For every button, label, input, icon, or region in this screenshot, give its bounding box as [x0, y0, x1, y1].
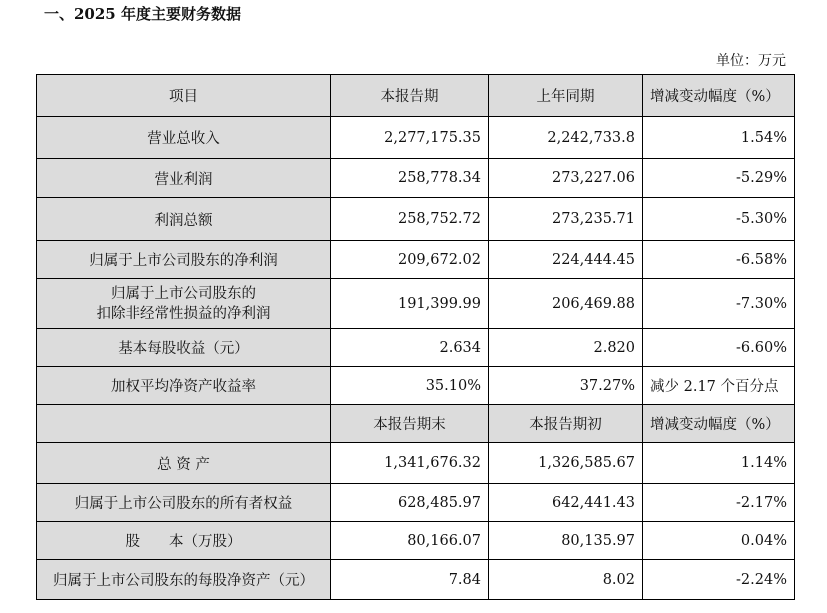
row-prior: 273,235.71	[489, 198, 643, 241]
row-change: 0.04%	[643, 522, 795, 560]
row-current: 209,672.02	[331, 241, 489, 279]
row-change: 1.54%	[643, 117, 795, 159]
row-change: -2.24%	[643, 560, 795, 600]
header2-period-end: 本报告期末	[331, 405, 489, 443]
table-row	[37, 241, 795, 279]
table-header-row-2	[37, 405, 795, 443]
row-prior: 224,444.45	[489, 241, 643, 279]
row-label: 营业总收入	[37, 117, 331, 159]
table-header-row	[37, 75, 795, 117]
row-prior: 8.02	[489, 560, 643, 600]
row-change: -5.30%	[643, 198, 795, 241]
row-change: 减少 2.17 个百分点	[643, 367, 795, 405]
row-label: 归属于上市公司股东的所有者权益	[37, 484, 331, 522]
row-label: 总 资 产	[37, 443, 331, 484]
row-prior: 2.820	[489, 329, 643, 367]
unit-label: 单位：万元	[716, 53, 786, 69]
row-label	[37, 279, 331, 329]
row-change: -6.60%	[643, 329, 795, 367]
row-label: 营业利润	[37, 159, 331, 198]
row-current: 191,399.99	[331, 279, 489, 329]
row-current: 35.10%	[331, 367, 489, 405]
row-prior: 37.27%	[489, 367, 643, 405]
row-current: 2,277,175.35	[331, 117, 489, 159]
row-prior: 273,227.06	[489, 159, 643, 198]
table-row	[37, 443, 795, 484]
row-label: 利润总额	[37, 198, 331, 241]
table-row	[37, 367, 795, 405]
header-prior-period: 上年同期	[489, 75, 643, 117]
row-change: 1.14%	[643, 443, 795, 484]
row-current: 1,341,676.32	[331, 443, 489, 484]
header2-period-start: 本报告期初	[489, 405, 643, 443]
table-row	[37, 522, 795, 560]
row-label: 归属于上市公司股东的净利润	[37, 241, 331, 279]
row-label: 归属于上市公司股东的每股净资产（元）	[37, 560, 331, 600]
table-row	[37, 329, 795, 367]
header-current-period: 本报告期	[331, 75, 489, 117]
table-row	[37, 279, 795, 329]
row-current: 7.84	[331, 560, 489, 600]
row-label-line2: 扣除非经常性损益的净利润	[96, 305, 271, 322]
row-label: 基本每股收益（元）	[37, 329, 331, 367]
row-current: 2.634	[331, 329, 489, 367]
table-row	[37, 117, 795, 159]
table-row	[37, 484, 795, 522]
row-change: -5.29%	[643, 159, 795, 198]
row-label: 加权平均净资产收益率	[37, 367, 331, 405]
row-prior: 642,441.43	[489, 484, 643, 522]
header-change: 增减变动幅度（%）	[643, 75, 795, 117]
row-current: 628,485.97	[331, 484, 489, 522]
row-label: 股 本（万股）	[37, 522, 331, 560]
header-item: 项目	[37, 75, 331, 117]
row-change: -2.17%	[643, 484, 795, 522]
section-heading: 一、2025 年度主要财务数据	[44, 5, 241, 23]
table-row	[37, 198, 795, 241]
row-prior: 2,242,733.8	[489, 117, 643, 159]
row-label-line1: 归属于上市公司股东的	[111, 285, 256, 302]
row-prior: 80,135.97	[489, 522, 643, 560]
header2-blank	[37, 405, 331, 443]
row-current: 258,752.72	[331, 198, 489, 241]
table-row	[37, 159, 795, 198]
header2-change: 增减变动幅度（%）	[643, 405, 795, 443]
table-row	[37, 560, 795, 600]
row-current: 258,778.34	[331, 159, 489, 198]
financial-data-table	[36, 74, 795, 600]
row-prior: 206,469.88	[489, 279, 643, 329]
row-change: -6.58%	[643, 241, 795, 279]
row-change: -7.30%	[643, 279, 795, 329]
row-current: 80,166.07	[331, 522, 489, 560]
row-prior: 1,326,585.67	[489, 443, 643, 484]
